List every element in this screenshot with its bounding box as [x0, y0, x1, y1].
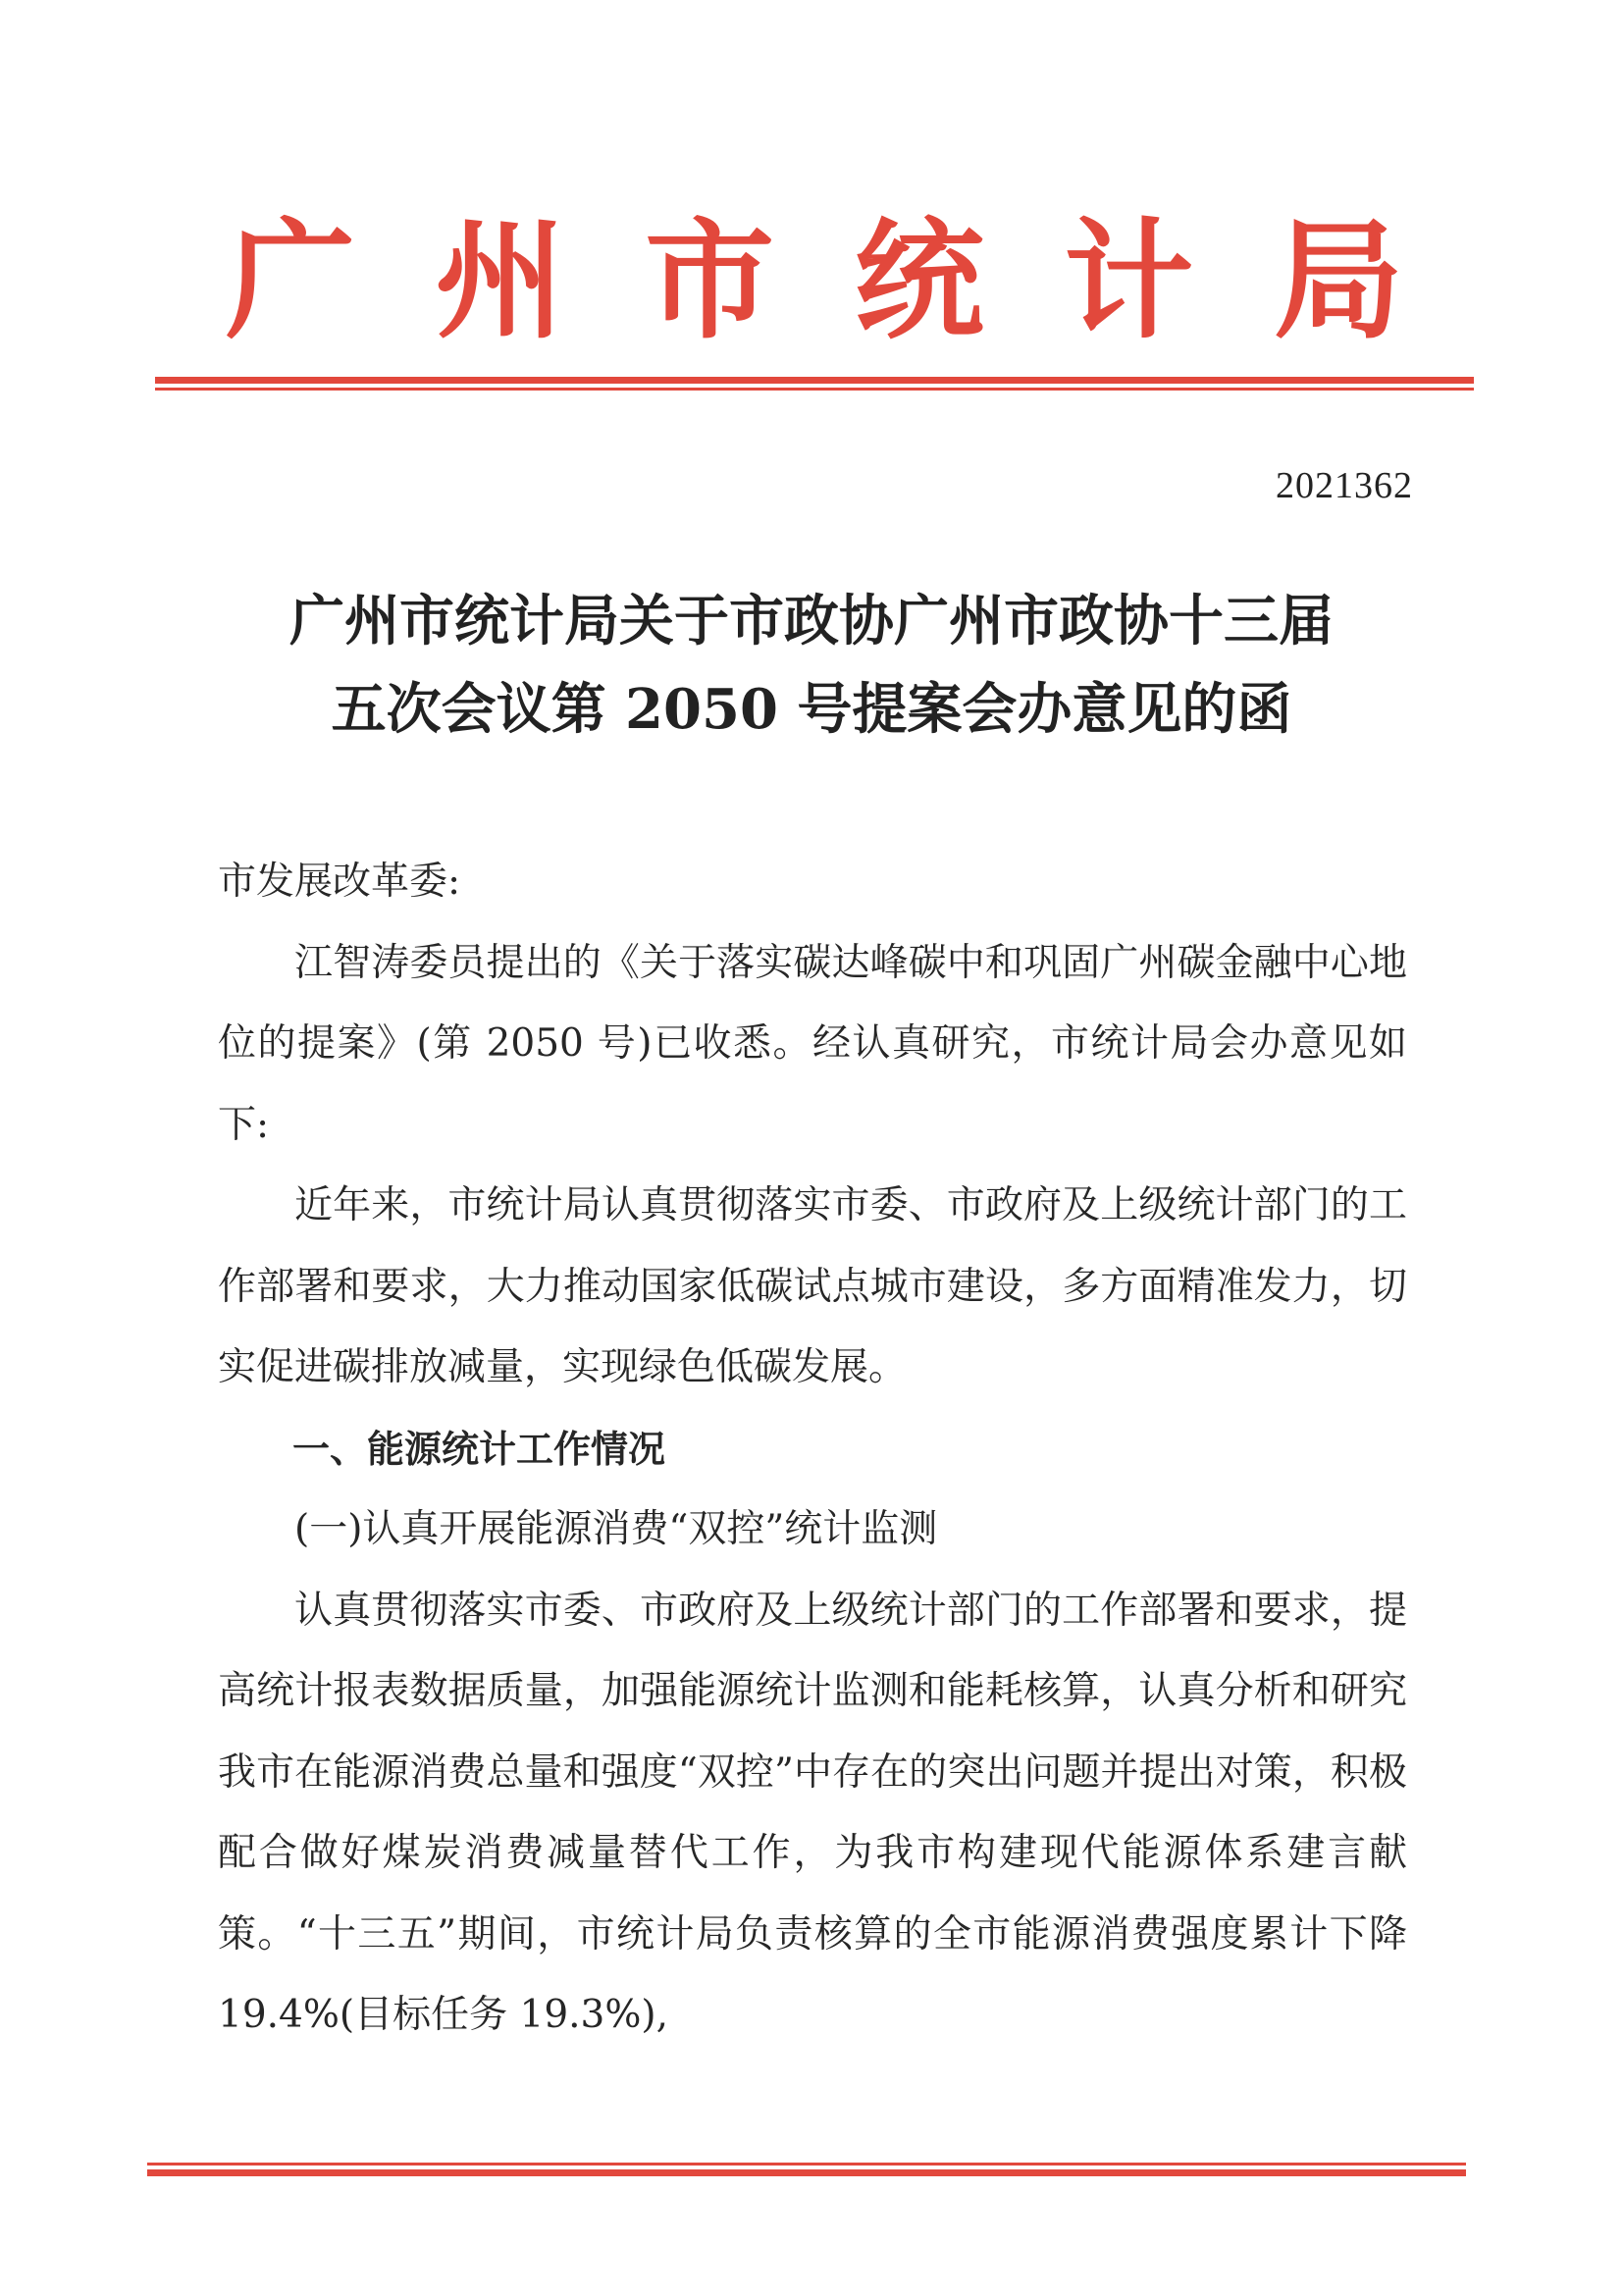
masthead-char: 广: [226, 205, 355, 357]
masthead-rule: [155, 377, 1474, 391]
masthead-char: 统: [854, 205, 984, 357]
masthead-rule-thick: [155, 377, 1474, 384]
document-title-line-1: 广州市统计局关于市政协广州市政协十三届: [289, 589, 1334, 653]
section-heading-1: 一、能源统计工作情况: [292, 1427, 666, 1471]
masthead-char: 计: [1064, 205, 1194, 357]
body-paragraph-3: 认真贯彻落实市委、市政府及上级统计部门的工作部署和要求，提高统计报表数据质量，加强能源统计监测和能耗核算，认真分析和研究我市在能源消费总量和强度“双控”中存在的突出问题并提出对策，积极配合做好煤炭消费减量替代工作，为我市构建现代能源体系建言献策。“十三五”期间，市统计局负责核算的全市能源消费强度累计下降 19.4%(目标任务 19.3%),: [218, 1588, 1407, 2037]
body-paragraph-1: 江智涛委员提出的《关于落实碳达峰碳中和巩固广州碳金融中心地位的提案》(第 2050 号)已收悉。经认真研究，市统计局会办意见如下:: [218, 940, 1407, 1147]
masthead-rule-thin: [155, 388, 1474, 391]
document-number: 2021362: [1276, 465, 1413, 506]
document-title-line-2: 五次会议第 2050 号提案会办意见的函: [331, 677, 1292, 742]
masthead-char: 州: [435, 205, 565, 357]
body-paragraph-2: 近年来，市统计局认真贯彻落实市委、市政府及上级统计部门的工作部署和要求，大力推动国家低碳试点城市建设，多方面精准发力，切实促进碳排放减量，实现绿色低碳发展。: [218, 1183, 1407, 1389]
salutation: 市发展改革委:: [218, 860, 461, 904]
footer-rule: [147, 2163, 1466, 2176]
masthead: [226, 205, 1403, 357]
masthead-char: 市: [645, 205, 775, 357]
subsection-heading-1: (一)认真开展能源消费“双控”统计监测: [294, 1507, 938, 1551]
footer-rule-thick: [147, 2169, 1466, 2176]
masthead-char: 局: [1273, 205, 1403, 357]
document-body: [218, 842, 1407, 2057]
document-title: [196, 577, 1427, 754]
